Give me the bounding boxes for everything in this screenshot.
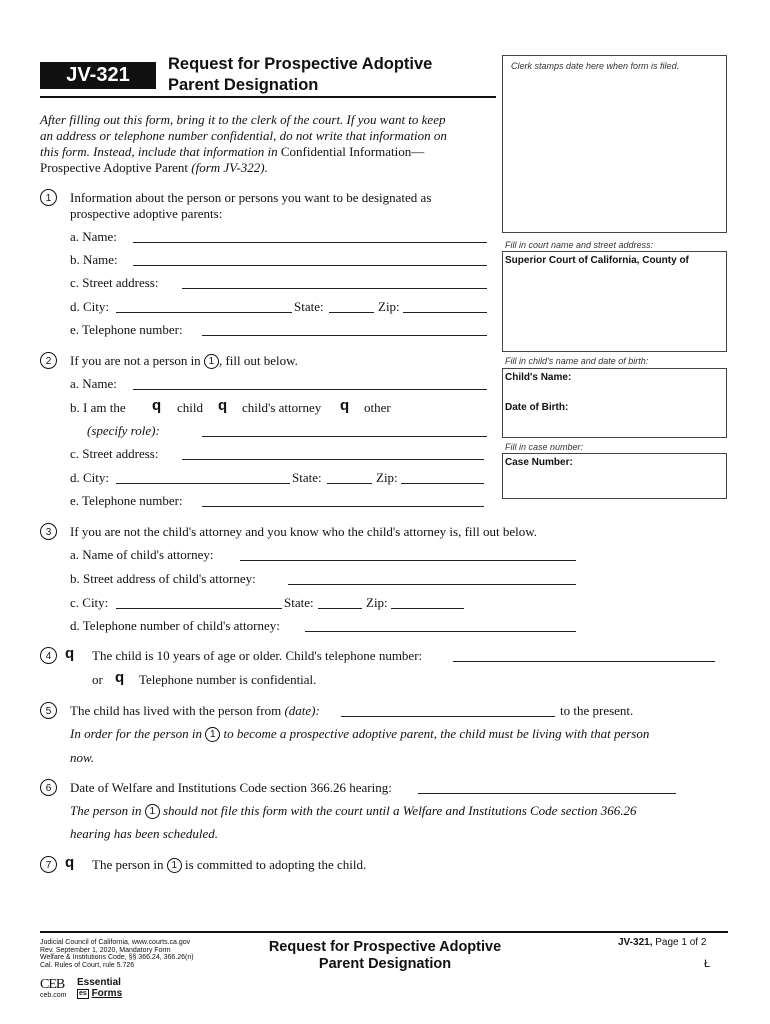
child-dob-label: Date of Birth:: [505, 402, 569, 413]
s1-zip-field[interactable]: [403, 312, 487, 313]
s3-phone-label: d. Telephone number of child's attorney:: [70, 618, 280, 633]
s3-zip-field[interactable]: [391, 608, 464, 609]
s5-note: [70, 726, 649, 742]
form-title-line1: Request for Prospective Adoptive: [168, 55, 433, 73]
s2-phone-field[interactable]: [202, 506, 484, 507]
footer-line4: Cal. Rules of Court, rule 5.726: [40, 961, 135, 969]
s1-street-field[interactable]: [182, 288, 487, 289]
case-caption: Fill in case number:: [505, 442, 584, 452]
s3-lead: If you are not the child's attorney and you know who the child's attorney is, fill out below.: [70, 524, 538, 539]
s2-other-checkbox[interactable]: q: [340, 397, 350, 414]
s2-street-field[interactable]: [182, 459, 484, 460]
s2-name-field[interactable]: [133, 389, 487, 390]
intro-line3-b: Confidential Information—: [280, 144, 425, 159]
footer-rule: [40, 931, 728, 933]
section-7-number: 7: [40, 856, 57, 873]
s6-note-a: The person in: [70, 803, 142, 818]
footer-line1: Judicial Council of California, www.courts.ca.gov: [40, 939, 191, 946]
s2-city-label: d. City:: [70, 470, 110, 485]
court-name-box[interactable]: [502, 251, 727, 352]
s2-specify-label: (specify role):: [87, 423, 160, 438]
s1-name-b-label: b. Name:: [70, 252, 118, 267]
s3-name-field[interactable]: [240, 560, 576, 561]
section-3-number: 3: [40, 523, 57, 540]
s2-state-field[interactable]: [327, 483, 372, 484]
section-1-number: 1: [40, 189, 57, 206]
case-number-label: Case Number:: [505, 457, 573, 468]
s2-state-label: State:: [292, 470, 322, 485]
s4-confidential-label: Telephone number is confidential.: [139, 672, 317, 687]
s3-zip-label: Zip:: [366, 595, 388, 610]
s1-name-b-field[interactable]: [133, 265, 487, 266]
footer-page-number: Page 1 of 2: [655, 937, 707, 948]
s7-committed-checkbox[interactable]: q: [65, 854, 75, 871]
intro-line1: After filling out this form, bring it to the clerk of the court. If you want to keep: [40, 112, 446, 127]
child-caption: Fill in child's name and date of birth:: [505, 356, 649, 366]
s4-text: The child is 10 years of age or older. Child's telephone number:: [92, 648, 423, 663]
section-4-number: 4: [40, 647, 57, 664]
s2-zip-field[interactable]: [401, 483, 484, 484]
s2-specify-field[interactable]: [202, 436, 487, 437]
section-5-number: 5: [40, 702, 57, 719]
s2-phone-label: e. Telephone number:: [70, 493, 183, 508]
s1-name-a-label: a. Name:: [70, 229, 117, 244]
s3-street-label: b. Street address of child's attorney:: [70, 571, 256, 586]
s3-city-field[interactable]: [116, 608, 282, 609]
s1-state-label: State:: [294, 299, 324, 314]
s2-city-field[interactable]: [116, 483, 290, 484]
s2-name-label: a. Name:: [70, 376, 117, 391]
essential-forms-logo-forms: Forms: [91, 988, 123, 999]
essential-forms-logo-line2: [77, 988, 122, 999]
court-caption: Fill in court name and street address:: [505, 240, 654, 250]
footer-page: [618, 937, 706, 948]
intro-line3-a: this form. Instead, include that information in: [40, 144, 281, 159]
s2-lead: [70, 353, 298, 369]
s3-city-label: c. City:: [70, 595, 109, 610]
s3-state-label: State:: [284, 595, 314, 610]
s4-phone-field[interactable]: [453, 661, 715, 662]
footer-line2: Rev. September 1, 2020, Mandatory Form: [40, 946, 171, 954]
s5-date-field[interactable]: [341, 716, 555, 717]
essential-forms-es-mark: es: [79, 990, 87, 997]
s6-note-c: hearing has been scheduled.: [70, 826, 219, 841]
s1-city-field[interactable]: [116, 312, 292, 313]
intro-line2: an address or telephone number confidential, do not write that information on: [40, 128, 447, 143]
essential-forms-logo-line1: Essential: [77, 977, 121, 988]
footer-title: [250, 939, 520, 973]
s5-lead-b: (date):: [284, 703, 320, 718]
s1-street-label: c. Street address:: [70, 275, 159, 290]
court-label: Superior Court of California, County of: [505, 255, 689, 266]
s2-zip-label: Zip:: [376, 470, 398, 485]
s3-state-field[interactable]: [318, 608, 362, 609]
s5-note-a: In order for the person in: [70, 726, 203, 741]
s5-lead: [70, 703, 320, 719]
s2-lead-ref: 1: [204, 354, 219, 369]
s2-street-label: c. Street address:: [70, 446, 159, 461]
s2-child-checkbox[interactable]: q: [152, 397, 162, 414]
clerk-stamp-box[interactable]: [502, 55, 727, 233]
s1-state-field[interactable]: [329, 312, 374, 313]
s1-name-a-field[interactable]: [133, 242, 487, 243]
s7-text-a: The person in: [92, 857, 164, 872]
s6-note-b: should not file this form with the court until a Welfare and Institutions Code section 366.26: [163, 803, 637, 818]
s4-confidential-checkbox[interactable]: q: [115, 669, 125, 686]
intro-line3: [40, 144, 424, 160]
ceb-logo-text: CEB: [40, 977, 65, 992]
s5-lead-a: The child has lived with the person from: [70, 703, 285, 718]
intro-line4: [40, 160, 268, 176]
ceb-logo: [40, 978, 72, 1000]
footer-line3: Welfare & Institutions Code, §§ 366.24, 366.26(n): [40, 954, 194, 961]
s5-tail: to the present.: [560, 703, 634, 718]
essential-forms-logo: [77, 977, 122, 999]
s3-phone-field[interactable]: [305, 631, 576, 632]
s5-note-c: now.: [70, 750, 94, 765]
footer-title-line1: Request for Prospective Adoptive: [268, 939, 502, 955]
s7-text: [92, 857, 366, 873]
clerk-stamp-caption: Clerk stamps date here when form is filed.: [511, 61, 680, 71]
s6-note: [70, 803, 637, 819]
s2-lead-a: If you are not a person in: [70, 353, 201, 368]
footer-mark: Ł: [704, 958, 711, 970]
s7-ref: 1: [167, 858, 182, 873]
s2-attorney-checkbox[interactable]: q: [218, 397, 228, 414]
footer-source: [40, 939, 194, 969]
intro-line4-b: (form JV-322).: [191, 160, 268, 175]
header-rule: [40, 96, 496, 98]
s1-city-label: d. City:: [70, 299, 110, 314]
form-title-line2: Parent Designation: [168, 76, 319, 94]
s1-phone-label: e. Telephone number:: [70, 322, 183, 337]
section-2-number: 2: [40, 352, 57, 369]
section-6-number: 6: [40, 779, 57, 796]
s2-attorney-label: child's attorney: [242, 400, 322, 415]
s1-zip-label: Zip:: [378, 299, 400, 314]
ceb-logo-url: ceb.com: [40, 992, 67, 999]
child-name-label: Child's Name:: [505, 372, 572, 383]
s4-or: or: [92, 672, 103, 687]
s5-note-ref: 1: [205, 727, 220, 742]
s6-lead: Date of Welfare and Institutions Code section 366.26 hearing:: [70, 780, 392, 795]
s2-child-label: child: [177, 400, 203, 415]
s2-lead-b: , fill out below.: [218, 353, 298, 368]
s6-note-ref: 1: [145, 804, 160, 819]
s5-note-b: to become a prospective adoptive parent, the child must be living with that person: [223, 726, 650, 741]
s4-age-checkbox[interactable]: q: [65, 645, 75, 662]
footer-title-line2: Parent Designation: [318, 956, 452, 972]
s2-iam-label: b. I am the: [70, 400, 126, 415]
s6-date-field[interactable]: [418, 793, 676, 794]
footer-form-id: JV-321,: [618, 937, 653, 948]
form-id-badge: JV-321: [40, 62, 156, 89]
s1-line2: prospective adoptive parents:: [70, 206, 223, 221]
s1-phone-field[interactable]: [202, 335, 487, 336]
s2-other-label: other: [364, 400, 391, 415]
s3-street-field[interactable]: [288, 584, 576, 585]
s1-line1: Information about the person or persons you want to be designated as: [70, 190, 432, 205]
s7-text-b: is committed to adopting the child.: [184, 857, 367, 872]
s3-name-label: a. Name of child's attorney:: [70, 547, 214, 562]
intro-line4-a: Prospective Adoptive Parent: [40, 160, 192, 175]
